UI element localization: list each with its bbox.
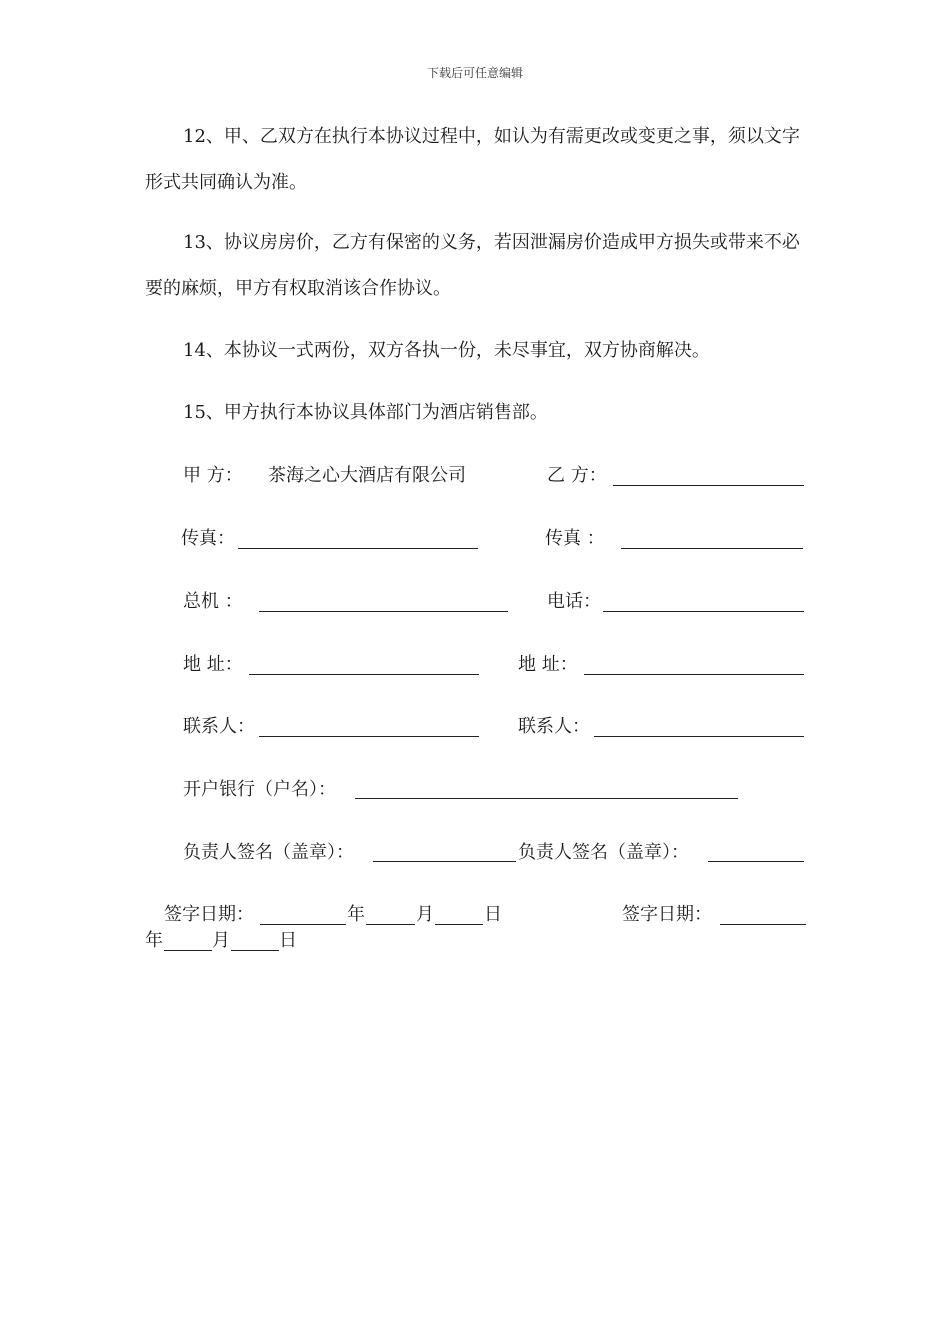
sign-date-b-month: 月: [212, 930, 230, 951]
fax-b-label: 传真 ：: [545, 528, 605, 549]
signer-a-blank[interactable]: [373, 861, 516, 862]
signer-b-blank[interactable]: [708, 861, 804, 862]
phone-label: 电话：: [547, 591, 601, 612]
address-b-blank[interactable]: [584, 674, 804, 675]
address-a-blank[interactable]: [249, 674, 479, 675]
sign-date-a-label: 签字日期：: [164, 904, 254, 925]
clause-12: 12、甲、乙双方在执行本协议过程中，如认为有需更改或变更之事，须以文字形式共同确认为准。: [145, 126, 800, 193]
switchboard-blank[interactable]: [259, 611, 508, 612]
sign-date-b-year: 年: [145, 930, 163, 951]
party-a-name: 茶海之心大酒店有限公司: [268, 465, 466, 486]
sign-date-b-month-blank[interactable]: [164, 950, 212, 951]
sign-date-b-day: 日: [279, 930, 297, 951]
sign-date-a-day-blank[interactable]: [435, 924, 483, 925]
party-b-label: 乙 方：: [547, 465, 607, 486]
sign-date-a-year: 年: [347, 904, 365, 925]
page-header: 下载后可任意编辑: [426, 66, 523, 80]
clause-13: 13、协议房房价，乙方有保密的义务，若因泄漏房价造成甲方损失或带来不必要的麻烦，甲方有权取消该合作协议。: [145, 232, 800, 299]
signer-b-label: 负责人签名（盖章）：: [518, 842, 689, 863]
clause-14: 14、本协议一式两份，双方各执一份，未尽事宜，双方协商解决。: [183, 340, 710, 361]
sign-date-a-month: 月: [416, 904, 434, 925]
fax-b-blank[interactable]: [621, 548, 803, 549]
address-b-label: 地 址：: [518, 654, 578, 675]
bank-label: 开户银行（户名）：: [183, 779, 336, 800]
signer-a-label: 负责人签名（盖章）：: [183, 842, 354, 863]
contact-a-label: 联系人：: [183, 716, 255, 737]
sign-date-b-day-blank[interactable]: [231, 950, 279, 951]
sign-date-b-year-blank[interactable]: [720, 924, 806, 925]
switchboard-label: 总机 ：: [183, 591, 243, 612]
phone-blank[interactable]: [603, 611, 804, 612]
sign-date-a-day: 日: [484, 904, 502, 925]
fax-a-blank[interactable]: [238, 548, 478, 549]
sign-date-a-year-blank[interactable]: [260, 924, 346, 925]
sign-date-a-month-blank[interactable]: [366, 924, 415, 925]
party-a-label: 甲 方：: [183, 465, 243, 486]
party-b-blank[interactable]: [613, 485, 804, 486]
bank-blank[interactable]: [355, 798, 738, 799]
contact-a-blank[interactable]: [259, 736, 479, 737]
sign-date-b-label: 签字日期：: [622, 904, 712, 925]
clause-15: 15、甲方执行本协议具体部门为酒店销售部。: [183, 402, 548, 423]
contact-b-blank[interactable]: [594, 736, 804, 737]
contact-b-label: 联系人：: [518, 716, 590, 737]
address-a-label: 地 址：: [183, 654, 243, 675]
fax-a-label: 传真：: [181, 528, 235, 549]
